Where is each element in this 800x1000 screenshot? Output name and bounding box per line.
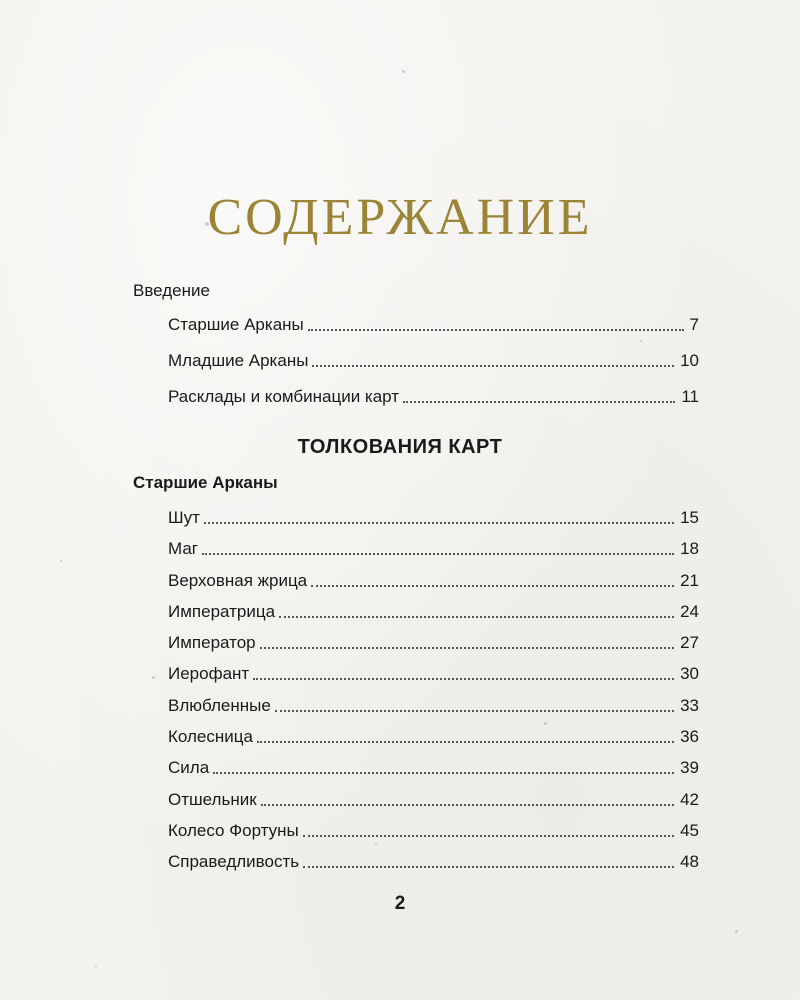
- toc-entry-page: 21: [680, 570, 699, 590]
- toc-entry-label: Иерофант: [168, 664, 250, 684]
- toc-entry[interactable]: [168, 663, 699, 694]
- toc-entry[interactable]: [168, 601, 699, 632]
- toc-entry[interactable]: [168, 726, 699, 757]
- toc-entry[interactable]: [168, 350, 699, 386]
- paper-speck: [735, 930, 738, 933]
- toc-entry-label: Шут: [168, 508, 200, 527]
- toc-entry-label: Младшие Арканы: [168, 351, 309, 370]
- toc-entry-page: 11: [681, 387, 699, 406]
- toc-entry-label: Колесница: [168, 727, 253, 747]
- toc-entry-page: 39: [680, 758, 699, 778]
- dot-leader: [303, 851, 674, 868]
- page-number: 2: [394, 893, 406, 914]
- toc-major-arcana-list: [168, 507, 699, 883]
- toc-entry-label: Старшие Арканы: [168, 315, 304, 334]
- dot-leader: [312, 350, 674, 367]
- toc-entry-page: 42: [680, 789, 699, 809]
- toc-entry-label: Влюбленные: [168, 695, 271, 715]
- toc-entry[interactable]: [168, 386, 699, 422]
- toc-entry-page: 27: [680, 633, 699, 653]
- toc-entry[interactable]: [168, 789, 699, 820]
- toc-entry[interactable]: [168, 314, 699, 350]
- toc-entry-label: Верховная жрица: [168, 570, 308, 590]
- toc-entry[interactable]: [168, 757, 699, 788]
- toc-entry-page: 24: [680, 601, 699, 621]
- toc-entry[interactable]: [168, 538, 699, 569]
- toc-entry-label: Маг: [168, 539, 199, 559]
- toc-entry-page: 30: [680, 664, 699, 684]
- toc-entry[interactable]: [168, 570, 699, 601]
- dot-leader: [213, 757, 674, 774]
- dot-leader: [303, 820, 674, 837]
- dot-leader: [260, 632, 674, 649]
- paper-speck: [402, 70, 405, 73]
- toc-entry-page: 36: [680, 727, 699, 747]
- toc-entry-label: Император: [168, 633, 256, 653]
- toc-entry-label: Колесо Фортуны: [168, 820, 299, 840]
- subsection-heading: Старшие Арканы: [133, 473, 278, 492]
- toc-entry[interactable]: [168, 507, 699, 538]
- toc-entry-label: Расклады и комбинации карт: [168, 387, 400, 406]
- dot-leader: [261, 789, 674, 806]
- dot-leader: [204, 507, 674, 524]
- page-title: СОДЕРЖАНИЕ: [207, 189, 593, 246]
- dot-leader: [279, 601, 674, 618]
- toc-entry-page: 33: [680, 695, 699, 715]
- paper-speck: [60, 560, 62, 562]
- toc-entry-page: 15: [680, 508, 699, 527]
- dot-leader: [257, 726, 674, 743]
- toc-entry-label: Императрица: [168, 601, 276, 621]
- dot-leader: [253, 663, 674, 680]
- dot-leader: [308, 314, 684, 331]
- toc-entry-label: Сила: [168, 758, 210, 778]
- paper-speck: [95, 965, 97, 967]
- dot-leader: [202, 538, 674, 555]
- dot-leader: [311, 570, 674, 587]
- toc-entry-label: Отшельник: [168, 789, 257, 809]
- intro-heading: Введение: [133, 281, 210, 300]
- toc-entry[interactable]: [168, 851, 699, 882]
- toc-entry-page: 10: [680, 351, 699, 370]
- toc-intro-list: [168, 314, 699, 422]
- toc-entry-page: 18: [680, 539, 699, 559]
- dot-leader: [403, 386, 675, 403]
- toc-entry-page: 45: [680, 820, 699, 840]
- dot-leader: [275, 695, 674, 712]
- section-heading: ТОЛКОВАНИЯ КАРТ: [297, 436, 503, 458]
- toc-entry-page: 7: [689, 315, 699, 334]
- paper-speck: [152, 676, 155, 679]
- toc-entry-page: 48: [680, 852, 699, 872]
- toc-entry-label: Справедливость: [168, 852, 300, 872]
- toc-entry[interactable]: [168, 820, 699, 851]
- toc-entry[interactable]: [168, 695, 699, 726]
- toc-entry[interactable]: [168, 632, 699, 663]
